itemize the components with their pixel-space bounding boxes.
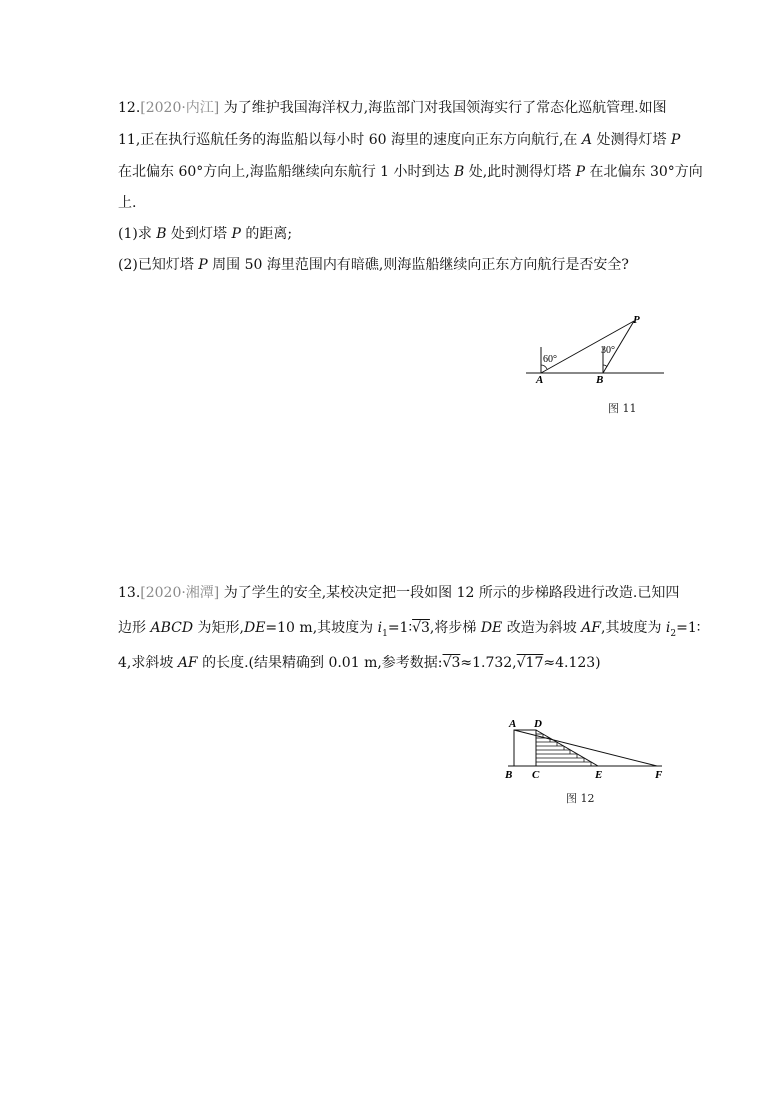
figure-12-caption: 图 12: [566, 792, 595, 805]
label-a: A: [536, 374, 544, 386]
label-a: A: [509, 718, 517, 730]
q12-line-1: 12.[2020·内江] 为了维护我国海洋权力,海监部门对我国领海实行了常态化巡航管理.如图: [118, 100, 667, 116]
q12-subquestion-2: (2)已知灯塔 P 周围 50 海里范围内有暗礁,则海监船继续向正东方向航行是否安全?: [118, 257, 629, 273]
slope-de: [536, 730, 598, 766]
q12-line-4: 上.: [118, 195, 137, 211]
label-f: F: [655, 769, 663, 781]
label-d: D: [534, 718, 542, 730]
stair-hatching: [536, 734, 591, 766]
q12-source: [2020·内江]: [140, 100, 220, 116]
q13-number: 13.: [118, 585, 141, 601]
q12-subquestion-1: (1)求 B 处到灯塔 P 的距离;: [118, 226, 293, 242]
line-ap: [541, 321, 634, 373]
label-e: E: [595, 769, 603, 781]
figure-12: [500, 712, 672, 782]
rectangle-abcd: [514, 730, 536, 766]
q13-line-1: 13.[2020·湘潭] 为了学生的安全,某校决定把一段如图 12 所示的步梯路段进行改造.已知四: [118, 585, 680, 601]
figure-11-caption: 图 11: [608, 402, 637, 415]
label-angle-60: 60°: [543, 354, 557, 365]
q12-line-2: 11,正在执行巡航任务的海监船以每小时 60 海里的速度向正东方向航行,在 A 处测得灯塔 P: [118, 132, 681, 148]
q13-line-2: 边形 ABCD 为矩形,DE=10 m,其坡度为 $i_1=1∶√3$,将步梯 DE 改造为斜坡 AF,其坡度为 $i_2=1∶$: [118, 620, 701, 639]
angle-arc-b: [603, 365, 607, 367]
label-b: B: [596, 374, 604, 386]
q13-line-3: 4,求斜坡 AF 的长度.(结果精确到 0.01 m,参考数据:√3≈1.732,√17≈4.123): [118, 655, 601, 671]
figure-11: [520, 312, 670, 388]
q13-source: [2020·湘潭]: [140, 585, 220, 601]
label-angle-30: 30°: [601, 345, 615, 356]
slope-af: [514, 730, 657, 766]
q12-number: 12.: [118, 100, 141, 116]
label-c: C: [532, 769, 540, 781]
q12-line-3: 在北偏东 60°方向上,海监船继续向东航行 1 小时到达 B 处,此时测得灯塔 P 在北偏东 30°方向: [118, 164, 703, 180]
label-p: P: [633, 314, 640, 326]
angle-arc-a: [541, 365, 547, 369]
label-b: B: [505, 769, 513, 781]
